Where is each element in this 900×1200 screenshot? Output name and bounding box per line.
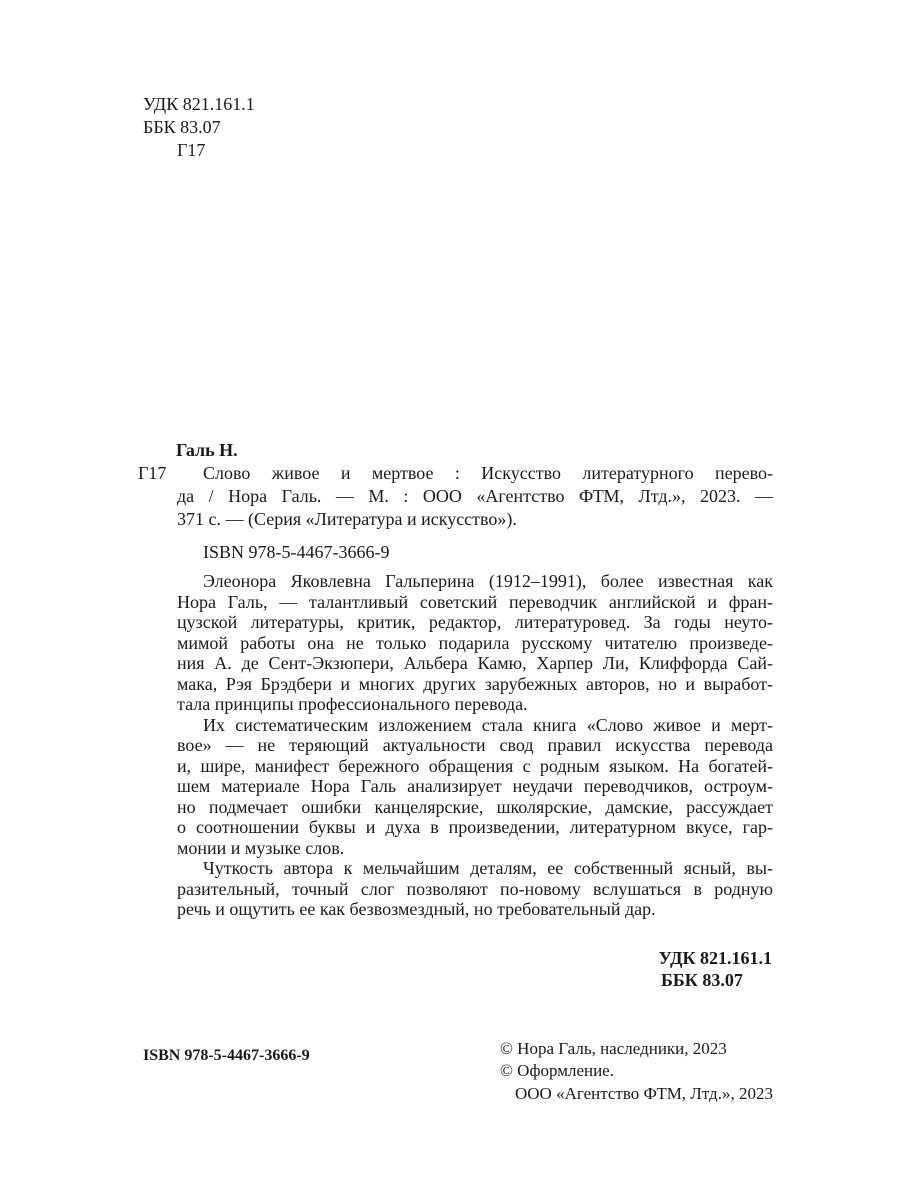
annotation-line: Чуткость автора к мельчайшим деталям, ее собственный ясный, вы- — [203, 858, 773, 878]
annotation-line: тала принципы профессионального перевода. — [177, 694, 528, 714]
annotation-line: мака, Рэя Брэдбери и многих других зарубежных авторов, но и выработ- — [177, 673, 773, 694]
annotation-line: Элеонора Яковлевна Гальперина (1912–1991), более известная как — [203, 571, 773, 591]
author-heading: Галь Н. — [176, 440, 238, 460]
annotation-line: но подмечает ошибки канцелярские, школярские, дамские, рассуждает — [177, 796, 773, 817]
author-mark: Г17 — [138, 463, 167, 483]
udk-code: УДК 821.161.1 — [658, 948, 772, 968]
bib-line: да / Нора Галь. — М. : ООО «Агентство ФТМ, Лтд.», 2023. — — [177, 486, 773, 506]
annotation-line: мимой работы она не только подарила русскому читателю произведе- — [177, 632, 773, 653]
isbn: ISBN 978-5-4467-3666-9 — [203, 542, 390, 562]
annotation-line: ния А. де Сент-Экзюпери, Альбера Камю, Харпер Ли, Клиффорда Сай- — [177, 653, 773, 673]
annotation-line: речь и ощутить ее как безвозмездный, но требовательный дар. — [177, 899, 656, 919]
annotation-line: цузской литературы, критик, редактор, литературовед. За годы неуто- — [177, 612, 773, 632]
annotation-line: шем материале Нора Галь анализирует неудачи переводчиков, остроум- — [177, 776, 773, 796]
annotation-line: вое» — не теряющий актуальности свод правил искусства перевода — [177, 735, 773, 755]
annotation-line: и, шире, манифест бережного обращения с родным языком. На богатей- — [177, 755, 773, 776]
copyright-line: © Оформление. — [500, 1061, 614, 1080]
copyright-line: ООО «Агентство ФТМ, Лтд.», 2023 — [515, 1084, 773, 1103]
annotation-line: разительный, точный слог позволяют по-новому вслушаться в родную — [177, 878, 773, 899]
annotation-line: Их систематическим изложением стала книга «Слово живое и мерт- — [203, 714, 773, 735]
bib-line: 371 с. — (Серия «Литература и искусство»). — [177, 509, 517, 529]
bbk-code: ББК 83.07 — [143, 117, 221, 137]
footer-isbn: ISBN 978-5-4467-3666-9 — [143, 1047, 310, 1064]
annotation-line: монии и музыке слов. — [177, 837, 345, 858]
annotation-line: Нора Галь, — талантливый советский переводчик английской и фран- — [177, 591, 773, 612]
annotation-line: о соотношении буквы и духа в произведении, литературном вкусе, гар- — [177, 817, 773, 837]
bbk-code: ББК 83.07 — [661, 970, 743, 990]
author-mark: Г17 — [177, 140, 206, 160]
bib-line: Слово живое и мертвое : Искусство литературного перево- — [203, 463, 773, 483]
copyright-line: © Нора Галь, наследники, 2023 — [500, 1039, 727, 1058]
udk-code: УДК 821.161.1 — [143, 94, 255, 114]
